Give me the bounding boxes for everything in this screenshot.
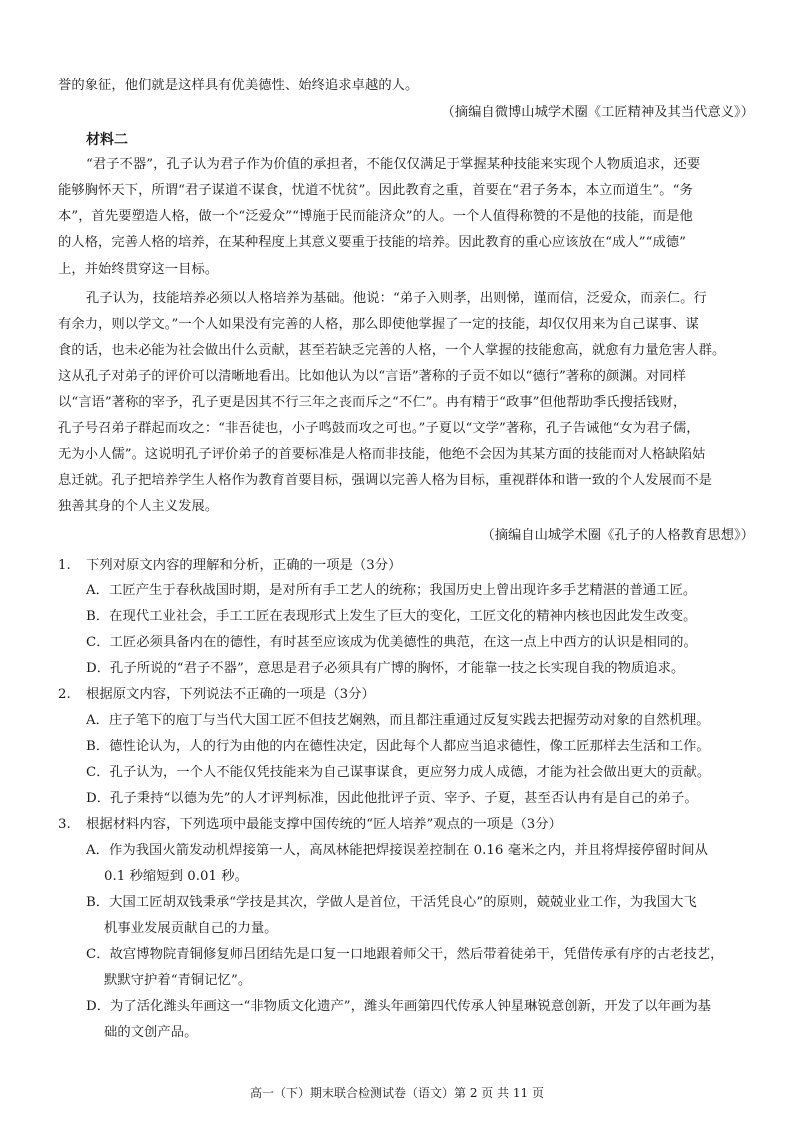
material1-tail-line: 誉的象征，他们就是这样具有优美德性、始终追求卓越的人。: [58, 78, 419, 93]
question-1-option-a[interactable]: A．工匠产生于春秋战国时期，是对所有手工艺人的统称；我国历史上曾出现许多手艺精湛的普通工匠。: [86, 583, 697, 598]
material2-line: 食的话，也未必能为社会做出什么贡献，甚至若缺乏完善的人格，一个人掌握的技能愈高，就愈有力量危害人群。: [58, 343, 726, 358]
material2-line: 息迁就。孔子把培养学生人格作为教育首要目标，强调以完善人格为目标，重视群体和谐一致的个人发展而不是: [58, 473, 712, 488]
material2-line: 孔子号召弟子群起而攻之：“非吾徒也，小子鸣鼓而攻之可也。”子夏以“文学”著称，孔子告诫他“女为君子儒，: [58, 421, 700, 436]
question-1-stem: 下列对原文内容的理解和分析，正确的一项是（3分）: [86, 558, 402, 573]
material2-line: 有余力，则以学文。”一个人如果没有完善的人格，那么即使他掌握了一定的技能，却仅仅用来为自己谋事、谋: [58, 317, 699, 332]
material2-line: 的人格，完善人格的培养，在某种程度上其意义要重于技能的培养。因此教育的重心应该放在“成人”“成德”: [58, 235, 686, 250]
material2-heading: 材料二: [86, 132, 128, 148]
question-3-option-b[interactable]: B．大国工匠胡双钱秉承“学技是其次，学做人是首位，干活凭良心”的原则，兢兢业业工作，为我国大飞: [86, 895, 697, 910]
question-2-option-d[interactable]: D．孔子秉持“以德为先”的人才评判标准，因此他批评子贡、宰予、子夏，甚至否认冉有是自己的弟子。: [86, 791, 698, 806]
question-3-option-a[interactable]: A．作为我国火箭发动机焊接第一人，高凤林能把焊接误差控制在 0.16 毫米之内，并且将焊接停留时间从: [86, 843, 708, 858]
material2-line: 能够胸怀天下，所谓“君子谋道不谋食，忧道不忧贫”。因此教育之重，首要在“君子务本，本立而道生”。“务: [58, 183, 693, 198]
question-3-option-d-cont[interactable]: 础的文创产品。: [104, 1025, 198, 1040]
question-3-option-b-cont[interactable]: 机事业发展贡献自己的力量。: [104, 921, 278, 936]
material2-line: 独善其身的个人主义发展。: [58, 499, 219, 514]
question-3-stem: 根据材料内容，下列选项中最能支撑中国传统的“匠人培养”观点的一项是（3分）: [86, 817, 562, 832]
question-1-option-c[interactable]: C．工匠必须具备内在的德性，有时甚至应该成为优美德性的典范，在这一点上中西方的认识是相同的。: [86, 635, 697, 650]
material1-source: （摘编自微博山城学术圈《工匠精神及其当代意义》）: [441, 105, 754, 120]
material2-line: 无为小人儒”。这说明孔子评价弟子的首要标准是人格而非技能，他绝不会因为其某方面的技能而对人格缺陷姑: [58, 447, 706, 462]
question-3-number: 3.: [58, 817, 71, 832]
question-2-option-a[interactable]: A．庄子笔下的庖丁与当代大国工匠不但技艺娴熟，而且都注重通过反复实践去把握劳动对象的自然机理。: [86, 713, 710, 728]
material2-line: “君子不器”，孔子认为君子作为价值的承担者，不能仅仅满足于掌握某种技能来实现个人物质追求，还要: [86, 157, 701, 172]
material2-source: （摘编自山城学术圈《孔子的人格教育思想》）: [481, 528, 754, 543]
material2-line: 以“言语”著称的宰予，孔子更是因其不行三年之丧而斥之“不仁”。冉有精于“政事”但他帮助季氏搜括钱财，: [58, 395, 687, 410]
question-1-number: 1.: [58, 558, 71, 573]
material2-line: 本”，首先要塑造人格，做一个“泛爱众”“博施于民而能济众”的人。一个人值得称赞的不是他的技能，而是他: [58, 209, 693, 224]
question-2-stem: 根据原文内容，下列说法不正确的一项是（3分）: [86, 687, 375, 702]
material2-line: 这从孔子对弟子的评价可以清晰地看出。比如他认为以“言语”著称的子贡不如以“德行”著称的颜渊。对同样: [58, 369, 686, 384]
question-3-option-d[interactable]: D．为了活化潍头年画这一“非物质文化遗产”，潍头年画第四代传承人钟星琳锐意创新，开发了以年画为基: [86, 999, 712, 1014]
question-2-option-b[interactable]: B．德性论认为，人的行为由他的内在德性决定，因此每个人都应当追求德性，像工匠那样去生活和工作。: [86, 739, 710, 754]
page-footer: 高一（下）期末联合检测试卷（语文）第 2 页 共 11 页: [250, 1086, 544, 1100]
question-3-option-c-cont[interactable]: 默默守护着“青铜记忆”。: [104, 973, 252, 988]
question-1-option-d[interactable]: D．孔子所说的“君子不器”，意思是君子必须具有广博的胸怀，才能靠一技之长实现自我的物质追求。: [86, 661, 685, 676]
question-3-option-a-cont[interactable]: 0.1 秒缩短到 0.01 秒。: [104, 869, 249, 884]
material2-line: 孔子认为，技能培养必须以人格培养为基础。他说：“弟子入则孝，出则悌，谨而信，泛爱众，而亲仁。行: [86, 291, 707, 306]
question-1-option-b[interactable]: B．在现代工业社会，手工工匠在表现形式上发生了巨大的变化，工匠文化的精神内核也因此发生改变。: [86, 609, 697, 624]
question-2-option-c[interactable]: C．孔子认为，一个人不能仅凭技能来为自己谋事谋食，更应努力成人成德，才能为社会做出更大的贡献。: [86, 765, 711, 780]
question-2-number: 2.: [58, 687, 71, 702]
material2-line: 上，并始终贯穿这一目标。: [58, 262, 219, 277]
question-3-option-c[interactable]: C．故宫博物院青铜修复师吕团结先是口复一口地跟着师父干，然后带着徒弟干，凭借传承有序的古老技艺，: [86, 947, 724, 962]
